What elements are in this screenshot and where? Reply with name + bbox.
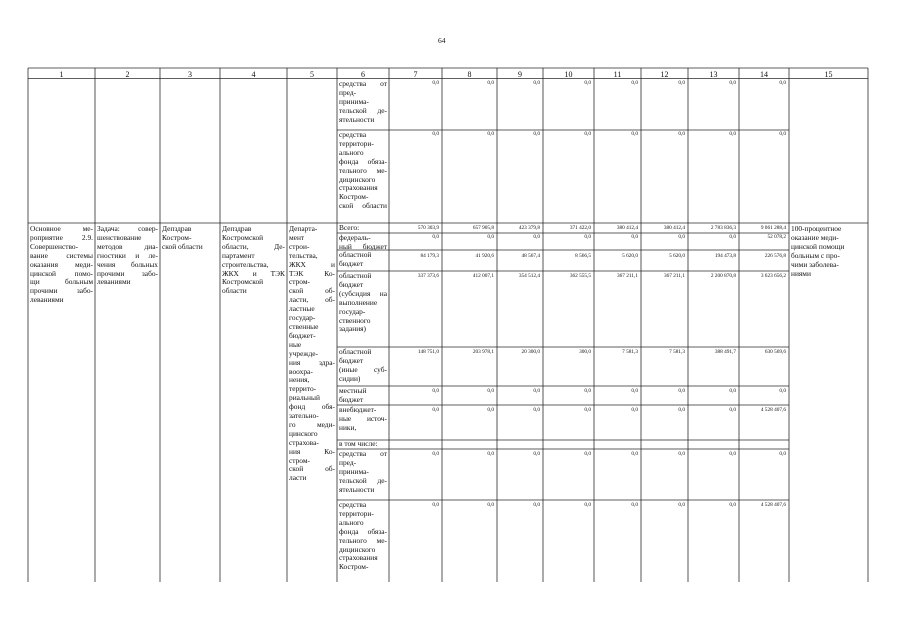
funding-source-label: средства от пред- принима- тельской де- ятельности <box>339 79 387 124</box>
column-header: 3 <box>188 70 192 79</box>
value-cell: 20 300,0 <box>521 349 540 355</box>
value-cell: 0,0 <box>533 388 540 394</box>
value-cell: 0,0 <box>779 451 786 457</box>
value-cell: 0,0 <box>533 502 540 508</box>
activity-title: Основное ме- роприятие 2.9. Совершенство- вание системы оказания меди- цинской помо- щи больным прочими забо- леваниями <box>30 224 93 305</box>
funding-source-label: средства территори- ального фонда обяза- тельного ме- дицинского страхования Костром- <box>339 500 387 572</box>
value-cell: 0,0 <box>584 234 591 240</box>
value-cell: 371 422,0 <box>569 225 591 231</box>
column-header: 14 <box>760 70 768 79</box>
value-cell: 0,0 <box>678 234 685 240</box>
value-cell: 0,0 <box>432 451 439 457</box>
funding-source-label: Всего: <box>339 223 360 232</box>
column-header: 8 <box>467 70 472 79</box>
value-cell: 7 581,3 <box>622 349 638 355</box>
value-cell: 0,0 <box>432 388 439 394</box>
funding-source-label: областной бюджет <box>339 250 372 268</box>
value-cell: 0,0 <box>584 388 591 394</box>
value-cell: 367 211,1 <box>664 273 685 279</box>
value-cell: 300,0 <box>579 349 591 355</box>
column-header: 12 <box>660 70 669 79</box>
value-cell: 0,0 <box>631 451 638 457</box>
value-cell: 0,0 <box>584 407 591 413</box>
value-cell: 203 978,1 <box>472 349 494 355</box>
value-cell: 4 528 407,6 <box>760 502 786 508</box>
column-header: 5 <box>310 70 314 79</box>
value-cell: 380 412,4 <box>616 225 638 231</box>
value-cell: 0,0 <box>729 502 736 508</box>
value-cell: 5 620,0 <box>669 253 685 259</box>
value-cell: 0,0 <box>533 131 540 137</box>
value-cell: 0,0 <box>631 80 638 86</box>
participants: Департа- мент строи- тельства, ЖКХ и ТЭК Ко- стром- ской об- ласти, об- ластные государ- ственные бюджет- ные учрежде- ния здра- воохра- нения, террито- риальный фонд обя- зательно- го меди- цинского страхова- ния Ко- стром- ской об- ласти <box>289 224 335 483</box>
value-cell: 52 078,2 <box>767 234 786 240</box>
value-cell: 0,0 <box>678 407 685 413</box>
value-cell: 0,0 <box>533 407 540 413</box>
value-cell: 0,0 <box>631 502 638 508</box>
value-cell: 0,0 <box>729 388 736 394</box>
value-cell: 0,0 <box>678 451 685 457</box>
column-header: 11 <box>613 70 622 79</box>
value-cell: 148 751,0 <box>417 349 439 355</box>
funding-source-label: федераль- ный бюджет <box>339 233 387 251</box>
value-cell: 354 512,4 <box>518 273 540 279</box>
value-cell: 388 491,7 <box>714 349 736 355</box>
value-cell: 412 007,1 <box>472 273 494 279</box>
value-cell: 5 620,0 <box>622 253 638 259</box>
value-cell: 0,0 <box>533 451 540 457</box>
value-cell: 0,0 <box>432 502 439 508</box>
value-cell: 0,0 <box>432 234 439 240</box>
funding-source-label: областной бюджет (иные суб- сидии) <box>339 347 387 383</box>
value-cell: 657 905,8 <box>472 225 494 231</box>
value-cell: 0,0 <box>432 80 439 86</box>
column-header: 6 <box>361 70 365 79</box>
value-cell: 380 412,4 <box>663 225 685 231</box>
value-cell: 0,0 <box>487 388 494 394</box>
funding-source-label: областной бюджет (субсидия на выполнение государ- ственного задания) <box>339 271 387 334</box>
activity-task: Задача: совер- шенствование методов диа- гностики и ле- чения больных прочими забо- леваниями <box>97 224 158 287</box>
column-header: 1 <box>59 70 64 79</box>
value-cell: 4 528 407,6 <box>760 407 786 413</box>
value-cell: 0,0 <box>678 388 685 394</box>
value-cell: 0,0 <box>779 388 786 394</box>
value-cell: 2 200 870,8 <box>710 273 736 279</box>
co-executors: Депздрав Костромской области, Де- партамент строительства, ЖКХ и ТЭК Костромской области <box>222 224 285 296</box>
value-cell: 0,0 <box>631 131 638 137</box>
value-cell: 0,0 <box>487 80 494 86</box>
value-cell: 0,0 <box>487 407 494 413</box>
value-cell: 0,0 <box>678 80 685 86</box>
value-cell: 0,0 <box>779 131 786 137</box>
column-header: 9 <box>518 70 522 79</box>
value-cell: 0,0 <box>584 80 591 86</box>
value-cell: 0,0 <box>729 131 736 137</box>
value-cell: 630 569,6 <box>764 349 786 355</box>
column-header: 4 <box>251 70 256 79</box>
value-cell: 7 581,3 <box>669 349 685 355</box>
value-cell: 570 303,9 <box>417 225 439 231</box>
funding-source-label: внебюджет- ные источ- ники, <box>339 405 387 432</box>
responsible-executor: Депздрав Костром- ской области <box>162 224 203 251</box>
value-cell: 41 920,6 <box>475 253 494 259</box>
value-cell: 337 373,6 <box>417 273 439 279</box>
value-cell: 0,0 <box>584 451 591 457</box>
value-cell: 0,0 <box>678 131 685 137</box>
value-cell: 0,0 <box>631 234 638 240</box>
value-cell: 0,0 <box>729 407 736 413</box>
value-cell: 0,0 <box>678 502 685 508</box>
column-header: 13 <box>709 70 718 79</box>
value-cell: 0,0 <box>487 502 494 508</box>
column-header: 15 <box>824 70 833 79</box>
value-cell: 0,0 <box>432 407 439 413</box>
column-header: 10 <box>564 70 573 79</box>
value-cell: 48 567,4 <box>521 253 540 259</box>
funding-source-label: средства от пред- принима- тельской де- ятельности <box>339 449 387 494</box>
funding-source-label: средства территори- ального фонда обяза- тельного ме- дицинского страхования Костром- ской области <box>339 130 387 211</box>
value-cell: 84 179,3 <box>420 253 439 259</box>
value-cell: 8 566,5 <box>575 253 591 259</box>
column-header: 7 <box>413 70 418 79</box>
value-cell: 0,0 <box>487 451 494 457</box>
page-number: 64 <box>438 36 446 45</box>
value-cell: 0,0 <box>779 80 786 86</box>
value-cell: 3 623 656,2 <box>760 273 786 279</box>
value-cell: 0,0 <box>584 502 591 508</box>
value-cell: 194 473,8 <box>714 253 736 259</box>
value-cell: 0,0 <box>631 407 638 413</box>
value-cell: 0,0 <box>729 80 736 86</box>
value-cell: 2 783 836,3 <box>710 225 736 231</box>
value-cell: 367 211,1 <box>617 273 638 279</box>
value-cell: 0,0 <box>533 80 540 86</box>
value-cell: 0,0 <box>729 451 736 457</box>
value-cell: 0,0 <box>584 131 591 137</box>
value-cell: 0,0 <box>487 234 494 240</box>
expected-result: 100-процентное оказание меди- цинской помощи больным с про- чими заболева- ниями <box>791 224 845 278</box>
value-cell: 0,0 <box>533 234 540 240</box>
value-cell: 0,0 <box>487 131 494 137</box>
value-cell: 0,0 <box>432 131 439 137</box>
funding-source-label: в том числе: <box>339 439 378 448</box>
value-cell: 0,0 <box>729 234 736 240</box>
column-header: 2 <box>125 70 130 79</box>
funding-source-label: местный бюджет <box>339 386 367 404</box>
value-cell: 9 061 288,4 <box>760 225 786 231</box>
value-cell: 423 379,8 <box>518 225 540 231</box>
value-cell: 362 555,5 <box>569 273 591 279</box>
value-cell: 0,0 <box>631 388 638 394</box>
value-cell: 226 576,8 <box>764 253 786 259</box>
